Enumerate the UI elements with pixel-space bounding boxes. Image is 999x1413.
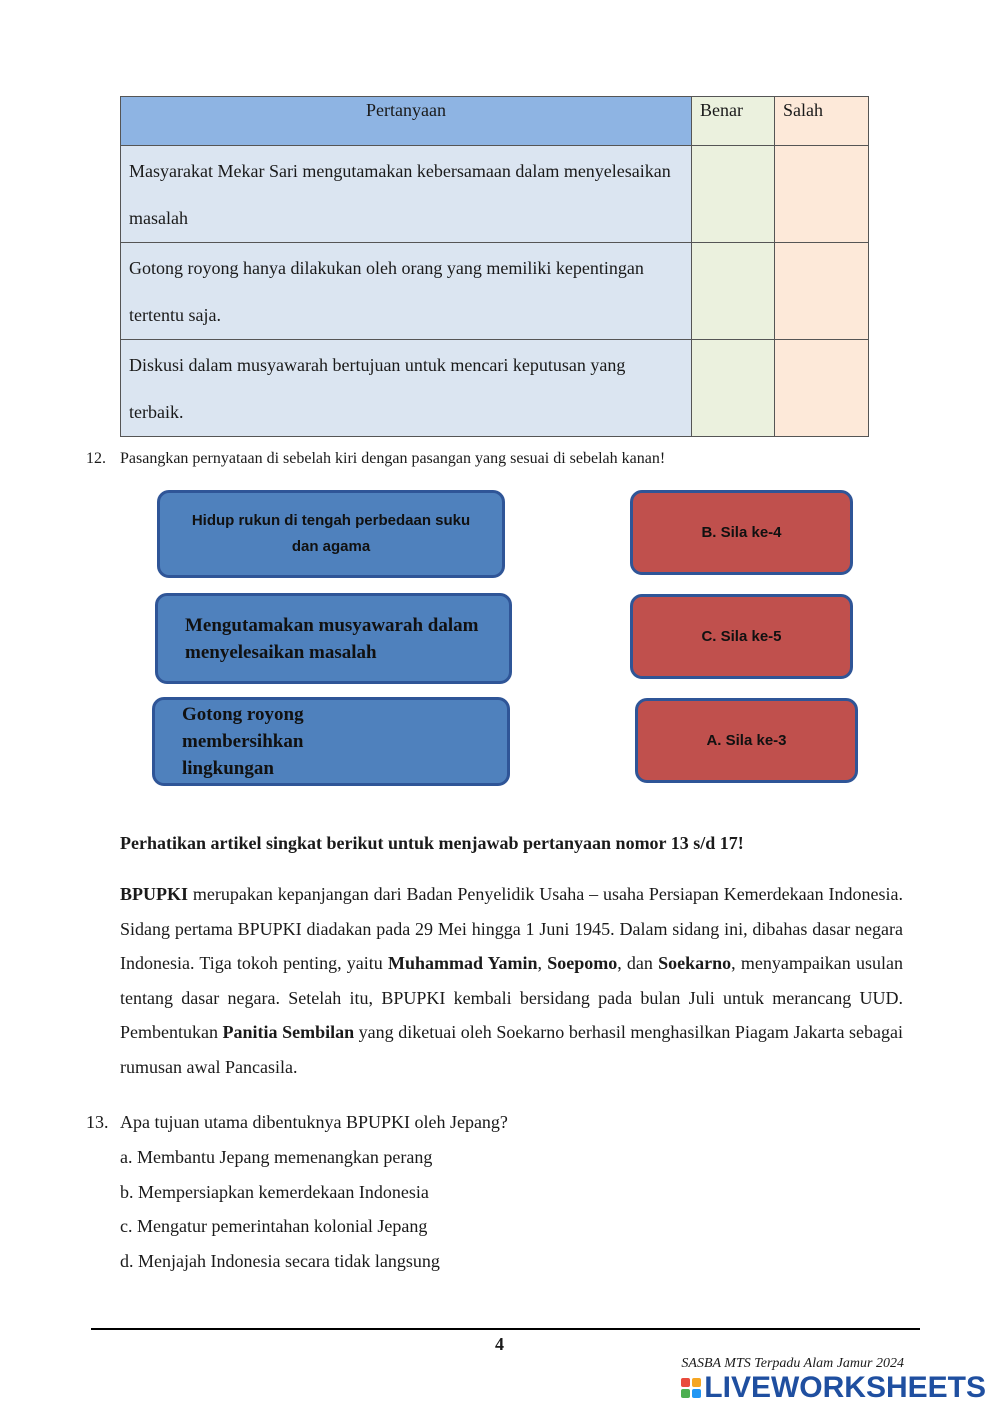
header-benar: Benar [692, 97, 775, 146]
match-left-label: Gotong royong membersihkan lingkungan [182, 704, 304, 779]
question-13-text: Apa tujuan utama dibentuknya BPUPKI oleh Jepang? [120, 1112, 508, 1132]
benar-answer-cell[interactable] [692, 243, 775, 340]
match-right-label: C. Sila ke-5 [701, 627, 782, 645]
question-cell: Masyarakat Mekar Sari mengutamakan kebersamaan dalam menyelesaikan masalah [121, 146, 692, 243]
term-bpupki: BPUPKI [120, 884, 189, 904]
match-right-item-b[interactable] [630, 490, 853, 575]
match-right-label: B. Sila ke-4 [701, 523, 782, 541]
header-salah: Salah [775, 97, 869, 146]
brand-wordmark: LIVEWORKSHEETS [704, 1371, 986, 1404]
match-right-item-a[interactable] [635, 698, 858, 783]
match-left-label: Hidup rukun di tengah perbedaan suku dan agama [191, 512, 471, 555]
match-right-label: A. Sila ke-3 [706, 731, 787, 749]
article-text: , menyampaikan usulan tentang dasar negara. Setelah itu, BPUPKI kembali bersidang pada bulan Juli untuk merancang UUD. Pembentukan [120, 953, 903, 1042]
prompt-text: Pasangkan pernyataan di sebelah kiri dengan pasangan yang sesuai di sebelah kanan [120, 450, 660, 467]
match-right-item-c[interactable] [630, 594, 853, 679]
match-left-item-2[interactable] [155, 593, 512, 684]
question-cell: Gotong royong hanya dilakukan oleh orang yang memiliki kepentingan tertentu saja. [121, 243, 692, 340]
question-number-12: 12. [86, 450, 106, 467]
article-paragraph [120, 877, 903, 1084]
true-false-table [120, 96, 869, 437]
option-d[interactable]: d. Menjajah Indonesia secara tidak langsung [120, 1251, 440, 1271]
name-muhammad-yamin: Muhammad Yamin [387, 953, 538, 973]
name-soekarno: Soekarno [658, 953, 732, 973]
header-pertanyaan: Pertanyaan [121, 97, 692, 146]
article-text: yang diketuai oleh Soekarno berhasil menghasilkan Piagam Jakarta sebagai rumusan awal Pancasila. [120, 1022, 903, 1077]
table-row [121, 340, 869, 437]
article-text: , dan [617, 953, 659, 973]
match-left-item-1[interactable] [157, 490, 505, 578]
page-number: 4 [495, 1334, 504, 1354]
article-text: merupakan kepanjangan dari Badan Penyelidik Usaha – usaha Persiapan Kemerdekaan Indonesia. Sidang pertama BPUPKI diadakan pada 29 Mei hingga 1 Juni 1945. Dalam sidang ini, dibahas dasar negara Indonesia. Tiga tokoh penting, yaitu [120, 884, 903, 973]
table-row [121, 146, 869, 243]
option-a[interactable]: a. Membantu Jepang memenangkan perang [120, 1147, 433, 1167]
question-cell: Diskusi dalam musyawarah bertujuan untuk mencari keputusan yang terbaik. [121, 340, 692, 437]
footer-divider [91, 1328, 920, 1330]
salah-answer-cell[interactable] [775, 243, 869, 340]
term-panitia-sembilan: Panitia Sembilan [222, 1022, 355, 1042]
match-left-label: Mengutamakan musyawarah dalam menyelesaikan masalah [185, 614, 479, 663]
option-c[interactable]: c. Mengatur pemerintahan kolonial Jepang [120, 1216, 428, 1236]
salah-answer-cell[interactable] [775, 146, 869, 243]
question-12-prompt [120, 450, 665, 468]
article-heading: Perhatikan artikel singkat berikut untuk menjawab pertanyaan nomor 13 s/d 17! [120, 833, 744, 853]
liveworksheets-logo-icon [681, 1378, 701, 1398]
benar-answer-cell[interactable] [692, 340, 775, 437]
table-row [121, 243, 869, 340]
liveworksheets-brand [681, 1371, 986, 1405]
question-number-13: 13. [86, 1112, 109, 1132]
match-left-item-3[interactable] [152, 697, 510, 786]
article-text: , [537, 953, 548, 973]
name-soepomo: Soepomo [547, 953, 618, 973]
salah-answer-cell[interactable] [775, 340, 869, 437]
benar-answer-cell[interactable] [692, 146, 775, 243]
table-header-row [121, 97, 869, 146]
prompt-end: ! [659, 450, 666, 467]
footer-school: SASBA MTS Terpadu Alam Jamur 2024 [681, 1356, 904, 1371]
option-b[interactable]: b. Mempersiapkan kemerdekaan Indonesia [120, 1182, 429, 1202]
